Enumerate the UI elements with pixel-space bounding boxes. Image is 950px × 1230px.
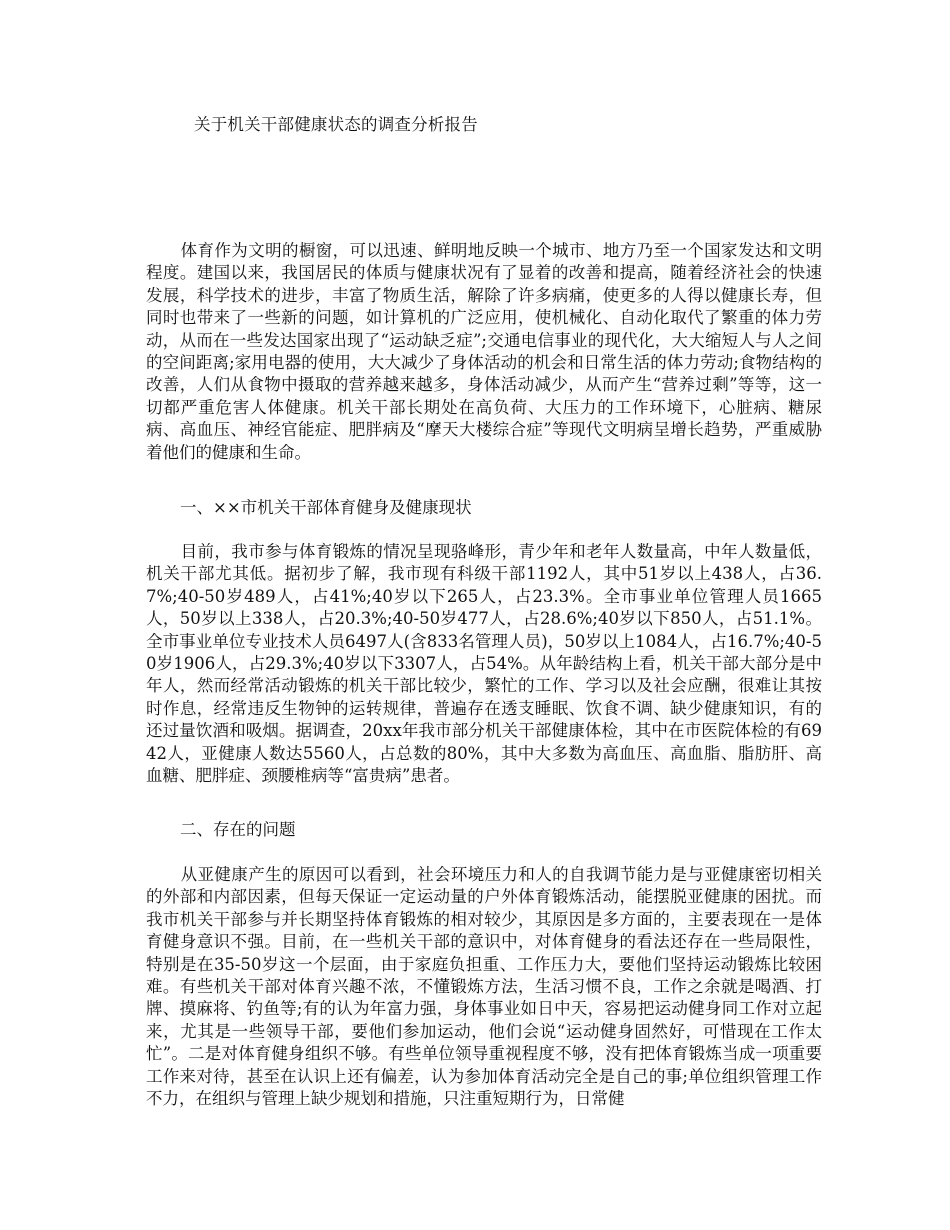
paragraph-status: 目前，我市参与体育锻炼的情况呈现骆峰形，青少年和老年人数量高，中年人数量低，机关干部尤其低。据初步了解，我市现有科级干部1192人，其中51岁以上438人，占36.7%;40-50岁489人，占41%;40岁以下265人，占23.3%。全市事业单位管理人员1665人，50岁以上338人，占20.3%;40-50岁477人，占28.6%;40岁以下850人，占51.1%。全市事业单位专业技术人员6497人(含833名管理人员)，50岁以上1084人，占16.7%;40-50岁1906人，占29.3%;40岁以下3307人，占54%。从年龄结构上看，机关干部大部分是中年人，然而经常活动锻炼的机关干部比较少，繁忙的工作、学习以及社会应酬，很难让其按时作息，经常违反生物钟的运转规律，普遍存在透支睡眠、饮食不调、缺少健康知识，有的还过量饮酒和吸烟。据调查，20xx年我市部分机关干部健康体检，其中在市医院体检的有6942人，亚健康人数达5560人，占总数的80%，其中大多数为高血压、高血脂、脂肪肝、高血糖、肥胖症、颈腰椎病等“富贵病”患者。 (146, 542, 822, 786)
section-heading-2: 二、存在的问题 (180, 820, 296, 839)
document-title: 关于机关干部健康状态的调查分析报告 (194, 115, 478, 134)
paragraph-intro: 体育作为文明的橱窗，可以迅速、鲜明地反映一个城市、地方乃至一个国家发达和文明程度。建国以来，我国居民的体质与健康状况有了显着的改善和提高，随着经济社会的快速发展，科学技术的进步，丰富了物质生活，解除了许多病痛，使更多的人得以健康长寿，但同时也带来了一些新的问题，如计算机的广泛应用，使机械化、自动化取代了繁重的体力劳动，从而在一些发达国家出现了“运动缺乏症”;交通电信事业的现代化，大大缩短人与人之间的空间距离;家用电器的使用，大大减少了身体活动的机会和日常生活的体力劳动;食物结构的改善，人们从食物中摄取的营养越来越多，身体活动减少，从而产生“营养过剩”等等，这一切都严重危害人体健康。机关干部长期处在高负荷、大压力的工作环境下，心脏病、糖尿病、高血压、神经官能症、肥胖病及“摩天大楼综合症”等现代文明病呈增长趋势，严重威胁着他们的健康和生命。 (146, 241, 822, 462)
paragraph-problems: 从亚健康产生的原因可以看到，社会环境压力和人的自我调节能力是与亚健康密切相关的外部和内部因素，但每天保证一定运动量的户外体育锻炼活动，能摆脱亚健康的困扰。而我市机关干部参与并长期坚持体育锻炼的相对较少，其原因是多方面的，主要表现在一是体育健身意识不强。目前，在一些机关干部的意识中，对体育健身的看法还存在一些局限性，特别是在35-50岁这一个层面，由于家庭负担重、工作压力大，要他们坚持运动锻炼比较困难。有些机关干部对体育兴趣不浓，不懂锻炼方法，生活习惯不良，工作之余就是喝酒、打牌、摸麻将、钓鱼等;有的认为年富力强，身体事业如日中天，容易把运动健身同工作对立起来，尤其是一些领导干部，要他们参加运动，他们会说“运动健身固然好，可惜现在工作太忙”。二是对体育健身组织不够。有些单位领导重视程度不够，没有把体育锻炼当成一项重要工作来对待，甚至在认识上还有偏差，认为参加体育活动完全是自己的事;单位组织管理工作不力，在组织与管理上缺少规划和措施，只注重短期行为，日常健 (146, 865, 822, 1109)
section-heading-1: 一、××市机关干部体育健身及健康现状 (180, 498, 472, 517)
